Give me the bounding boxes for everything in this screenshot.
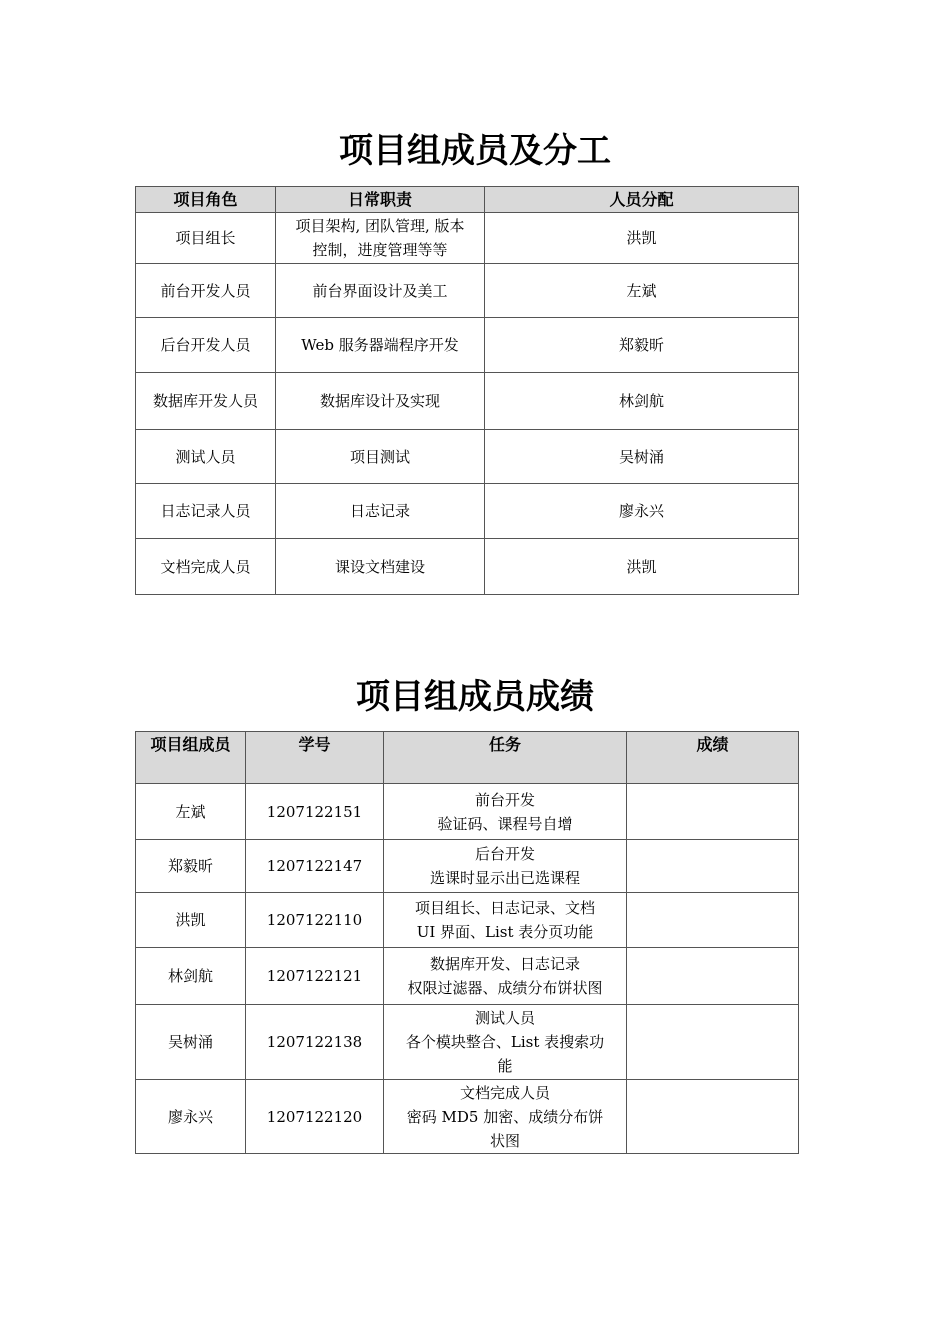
task-cell <box>384 784 627 840</box>
task-line: 各个模块整合、List 表搜索功 <box>405 1033 605 1051</box>
role-cell: 项目组长 <box>136 213 276 264</box>
header-member: 项目组成员 <box>136 732 246 784</box>
student-id-cell: 1207122110 <box>246 893 384 948</box>
member-name-cell: 吴树涌 <box>136 1005 246 1080</box>
task-line: 前台开发 <box>474 790 535 809</box>
role-cell: 日志记录人员 <box>136 484 276 539</box>
task-line: 数据库开发、日志记录 <box>429 955 580 973</box>
table-row <box>136 1005 799 1080</box>
task-line: 状图 <box>489 1131 520 1150</box>
duty-line: 前台界面设计及美工 <box>312 281 448 300</box>
student-id-cell: 1207122151 <box>246 784 384 840</box>
task-cell <box>384 1005 627 1080</box>
header-duty: 日常职责 <box>276 187 485 213</box>
student-id-cell: 1207122147 <box>246 840 384 893</box>
table-row <box>136 373 799 430</box>
table-row <box>136 784 799 840</box>
duty-line: Web 服务器端程序开发 <box>301 336 459 354</box>
person-cell: 林剑航 <box>485 373 799 430</box>
person-cell: 洪凯 <box>485 539 799 595</box>
header-student-id: 学号 <box>246 732 384 784</box>
table-header-row <box>136 732 799 784</box>
duty-line: 控制，进度管理等等 <box>312 241 448 259</box>
person-cell: 洪凯 <box>485 213 799 264</box>
duty-cell <box>276 430 485 484</box>
person-cell: 左斌 <box>485 264 799 318</box>
header-score: 成绩 <box>627 732 799 784</box>
table-row <box>136 318 799 373</box>
header-role: 项目角色 <box>136 187 276 213</box>
table-row <box>136 1080 799 1154</box>
score-cell <box>627 784 799 840</box>
table-row <box>136 948 799 1005</box>
task-cell <box>384 1080 627 1154</box>
duty-cell <box>276 373 485 430</box>
score-cell <box>627 840 799 893</box>
duty-cell <box>276 264 485 318</box>
member-name-cell: 左斌 <box>136 784 246 840</box>
duty-line: 课设文档建设 <box>334 557 425 576</box>
duty-line: 项目测试 <box>349 447 410 466</box>
table-row <box>136 264 799 318</box>
task-line: 后台开发 <box>474 845 535 863</box>
table-row <box>136 484 799 539</box>
duty-cell <box>276 484 485 539</box>
role-cell: 文档完成人员 <box>136 539 276 595</box>
duty-line: 日志记录 <box>349 502 410 520</box>
member-name-cell: 林剑航 <box>136 948 246 1005</box>
role-cell: 前台开发人员 <box>136 264 276 318</box>
score-cell <box>627 893 799 948</box>
task-line: 能 <box>497 1057 513 1075</box>
section2-title: 项目组成员成绩 <box>356 677 594 717</box>
task-line: 文档完成人员 <box>459 1083 550 1102</box>
task-line: 验证码、课程号自增 <box>437 814 573 833</box>
role-cell: 后台开发人员 <box>136 318 276 373</box>
role-cell: 数据库开发人员 <box>136 373 276 430</box>
member-name-cell: 洪凯 <box>136 893 246 948</box>
task-line: 选课时显示出已选课程 <box>429 869 580 887</box>
student-id-cell: 1207122121 <box>246 948 384 1005</box>
task-cell <box>384 893 627 948</box>
member-name-cell: 廖永兴 <box>136 1080 246 1154</box>
score-cell <box>627 1080 799 1154</box>
duty-cell <box>276 318 485 373</box>
table-row <box>136 430 799 484</box>
table-row <box>136 893 799 948</box>
table-header-row <box>136 187 799 213</box>
duty-cell <box>276 539 485 595</box>
score-cell <box>627 948 799 1005</box>
member-scores-table <box>135 731 799 1154</box>
role-cell: 测试人员 <box>136 430 276 484</box>
task-line: 权限过滤器、成绩分布饼状图 <box>407 979 603 997</box>
task-line: 项目组长、日志记录、文档 <box>414 899 595 917</box>
header-task: 任务 <box>384 732 627 784</box>
table-row <box>136 840 799 893</box>
task-line: 测试人员 <box>474 1009 535 1027</box>
person-cell: 吴树涌 <box>485 430 799 484</box>
student-id-cell: 1207122120 <box>246 1080 384 1154</box>
member-name-cell: 郑毅昕 <box>136 840 246 893</box>
division-of-labor-table <box>135 186 799 595</box>
person-cell: 郑毅昕 <box>485 318 799 373</box>
task-line: UI 界面、List 表分页功能 <box>416 923 594 941</box>
duty-cell <box>276 213 485 264</box>
header-person: 人员分配 <box>485 187 799 213</box>
person-cell: 廖永兴 <box>485 484 799 539</box>
score-cell <box>627 1005 799 1080</box>
table-row <box>136 539 799 595</box>
section1-title: 项目组成员及分工 <box>339 131 611 171</box>
table-row <box>136 213 799 264</box>
duty-line: 数据库设计及实现 <box>319 392 440 410</box>
task-cell <box>384 840 627 893</box>
duty-line: 项目架构, 团队管理, 版本 <box>295 217 465 235</box>
task-line: 密码 MD5 加密、成绩分布饼 <box>406 1107 604 1126</box>
student-id-cell: 1207122138 <box>246 1005 384 1080</box>
task-cell <box>384 948 627 1005</box>
